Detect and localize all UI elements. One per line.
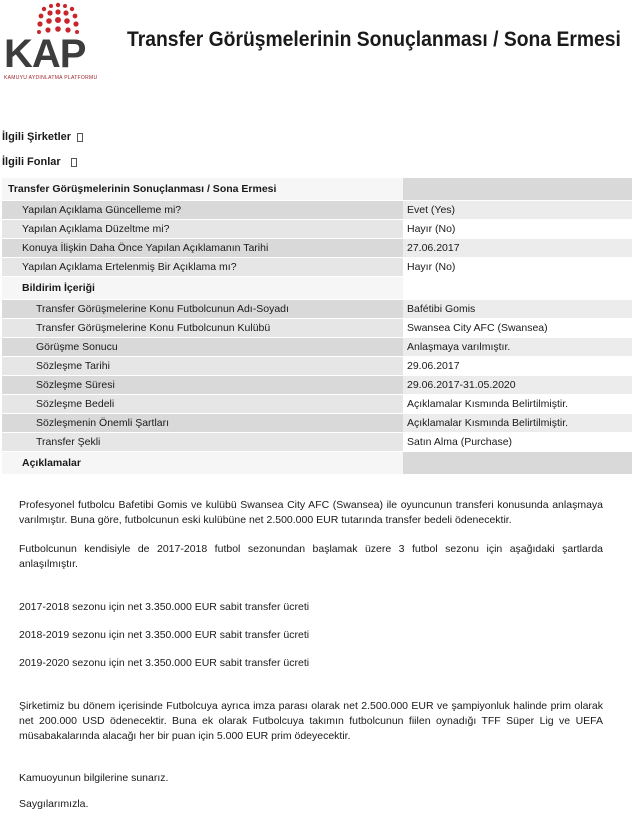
page-header (0, 0, 632, 84)
row-label: Yapılan Açıklama Güncelleme mi? (2, 201, 403, 220)
section-title: Transfer Görüşmelerinin Sonuçlanması / Sona Ermesi (2, 178, 403, 201)
related-companies[interactable] (2, 131, 83, 143)
sign-off: Saygılarımızla. (19, 798, 89, 810)
notification-content-header (2, 277, 632, 300)
row-value: Hayır (No) (403, 220, 632, 239)
table-row (2, 414, 632, 433)
related-companies-label: İlgili Şirketler (2, 131, 72, 143)
row-value: Açıklamalar Kısmında Belirtilmiştir. (403, 395, 632, 414)
row-value: Satın Alma (Purchase) (403, 433, 632, 452)
paragraph: Şirketimiz bu dönem içerisinde Futbolcuya ayrıca imza parası olarak net 2.500.000 EUR ve şampiyonluk halinde prim olarak net 200.000 USD ödenecektir. Buna ek olarak Futbolcuya takımın futbolcunun fiilen oynadığı TFF Süper Lig ve UEFA müsabakalarında alacağı her bir puan için 5.000 EUR prim ödeyecektir. (19, 700, 603, 742)
kap-logo[interactable] (2, 2, 106, 80)
table-section-header (2, 178, 632, 201)
row-label: Sözleşmenin Önemli Şartları (2, 414, 403, 433)
row-value: Evet (Yes) (403, 201, 632, 220)
row-value: 27.06.2017 (403, 239, 632, 258)
table-row (2, 357, 632, 376)
row-label: Yapılan Açıklama Düzeltme mi? (2, 220, 403, 239)
row-value: Bafétibi Gomis (403, 300, 632, 319)
row-value: 29.06.2017-31.05.2020 (403, 376, 632, 395)
table-row (2, 319, 632, 338)
explanations-label: Açıklamalar (2, 452, 403, 475)
row-label: Sözleşme Süresi (2, 376, 403, 395)
row-label: Sözleşme Tarihi (2, 357, 403, 376)
row-label: Sözleşme Bedeli (2, 395, 403, 414)
row-value: Swansea City AFC (Swansea) (403, 319, 632, 338)
table-row (2, 338, 632, 357)
season-line: 2017-2018 sezonu için net 3.350.000 EUR sabit transfer ücreti (19, 601, 310, 613)
table-row (2, 220, 632, 239)
disclosure-table (2, 178, 632, 475)
notification-label: Bildirim İçeriği (2, 277, 403, 300)
season-line: 2019-2020 sezonu için net 3.350.000 EUR sabit transfer ücreti (19, 657, 310, 669)
row-value: 29.06.2017 (403, 357, 632, 376)
row-value: Anlaşmaya varılmıştır. (403, 338, 632, 357)
paragraph: Futbolcunun kendisiyle de 2017-2018 futbol sezonundan başlamak üzere 3 futbol sezonu için aşağıdaki şartlarda anlaşılmıştır. (19, 543, 603, 570)
table-row (2, 376, 632, 395)
page-title: Transfer Görüşmelerinin Sonuçlanması / Sona Ermesi (127, 28, 621, 51)
expand-icon[interactable] (77, 133, 83, 142)
closing-line: Kamuoyunun bilgilerine sunarız. (19, 772, 169, 784)
related-funds-label: İlgili Fonlar (2, 156, 61, 168)
related-funds[interactable] (2, 156, 77, 168)
table-row (2, 239, 632, 258)
table-row (2, 201, 632, 220)
expand-icon[interactable] (71, 158, 77, 167)
row-label: Konuya İlişkin Daha Önce Yapılan Açıklamanın Tarihi (2, 239, 403, 258)
globe-icon (28, 2, 88, 36)
row-label: Transfer Görüşmelerine Konu Futbolcunun Kulübü (2, 319, 403, 338)
row-label: Görüşme Sonucu (2, 338, 403, 357)
explanations-value (403, 452, 632, 475)
row-label: Transfer Şekli (2, 433, 403, 452)
row-value: Hayır (No) (403, 258, 632, 277)
explanations-header (2, 452, 632, 475)
logo-wordmark: KAP (4, 32, 86, 76)
table-row (2, 433, 632, 452)
table-row (2, 258, 632, 277)
row-label: Transfer Görüşmelerine Konu Futbolcunun Adı-Soyadı (2, 300, 403, 319)
row-label: Yapılan Açıklama Ertelenmiş Bir Açıklama mı? (2, 258, 403, 277)
paragraph: Profesyonel futbolcu Bafetibi Gomis ve kulübü Swansea City AFC (Swansea) ile oyuncunun transferi konusunda anlaşmaya varılmıştır. Buna göre, futbolcunun eski kulübüne net 2.500.000 EUR tutarında transfer bedeli ödenecektir. (19, 499, 603, 526)
notification-value (403, 277, 632, 300)
logo-subtext: KAMUYU AYDINLATMA PLATFORMU (4, 75, 98, 81)
season-line: 2018-2019 sezonu için net 3.350.000 EUR sabit transfer ücreti (19, 629, 310, 641)
table-row (2, 395, 632, 414)
section-title-value (403, 178, 632, 201)
table-row (2, 300, 632, 319)
row-value: Açıklamalar Kısmında Belirtilmiştir. (403, 414, 632, 433)
